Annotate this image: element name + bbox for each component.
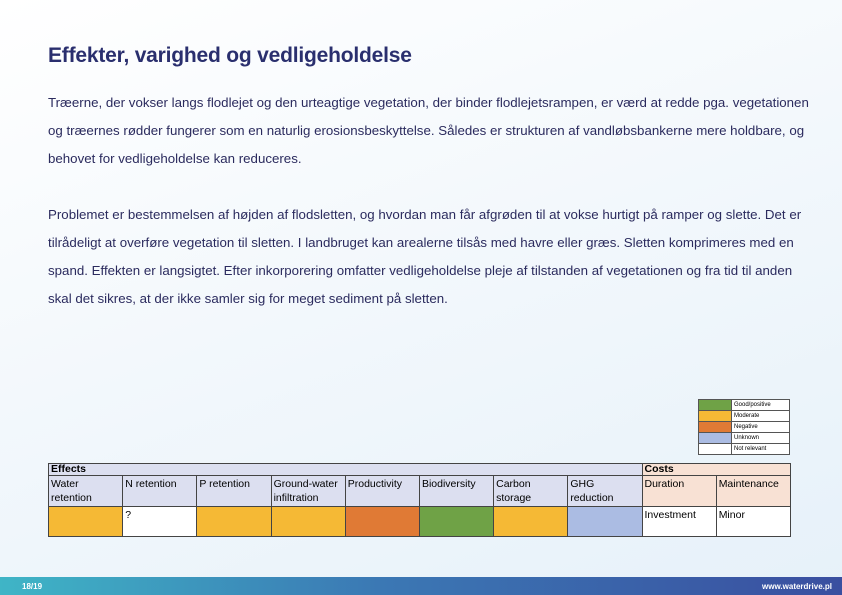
costs-section-label: Costs [642,464,791,476]
paragraph-1: Træerne, der vokser langs flodlejet og den urteagtige vegetation, der binder flodlejetsrampen, er værd at redde pga. vegetationen og træernes rødder fungerer som en naturlig erosionsbeskyttelse. Således er strukturen af vandløbsbankerne mere holdbare, og behovet for vedligeholdelse kan reduceres. [48,95,809,166]
legend-swatch-negative [699,422,732,433]
value-n-retention: ? [123,507,197,537]
value-water-retention [49,507,123,537]
section-header-row [49,464,791,476]
legend-row-moderate [699,411,790,422]
value-carbon-storage [494,507,568,537]
value-p-retention [197,507,271,537]
legend-row-not-relevant [699,444,790,455]
legend [698,399,790,455]
website-link[interactable]: www.waterdrive.pl [762,582,832,591]
header-ghg-reduction: GHG reduction [568,476,642,507]
value-ghg-reduction [568,507,642,537]
value-productivity [345,507,419,537]
legend-row-negative [699,422,790,433]
legend-swatch-good [699,400,732,411]
legend-label-negative: Negative [732,422,790,433]
header-groundwater-infiltration: Ground-water infiltration [271,476,345,507]
header-p-retention: P retention [197,476,271,507]
legend-label-not-relevant: Not relevant [732,444,790,455]
effects-section-label: Effects [49,464,643,476]
header-productivity: Productivity [345,476,419,507]
footer-bar [0,577,842,595]
header-biodiversity: Biodiversity [419,476,493,507]
value-biodiversity [419,507,493,537]
header-water-retention: Water retention [49,476,123,507]
value-maintenance: Minor [716,507,790,537]
legend-swatch-unknown [699,433,732,444]
header-n-retention: N retention [123,476,197,507]
value-duration: Investment [642,507,716,537]
legend-label-unknown: Unknown [732,433,790,444]
legend-swatch-not-relevant [699,444,732,455]
page-number: 18/19 [22,582,43,591]
legend-row-unknown [699,433,790,444]
column-header-row [49,476,791,507]
page-title: Effekter, varighed og vedligeholdelse [48,44,412,67]
header-duration: Duration [642,476,716,507]
header-carbon-storage: Carbon storage [494,476,568,507]
legend-label-good: Good/positive [732,400,790,411]
legend-swatch-moderate [699,411,732,422]
paragraph-2: Problemet er bestemmelsen af højden af flodsletten, og hvordan man får afgrøden til at vokse hurtigt på ramper og slette. Det er tilrådeligt at overføre vegetation til sletten. I landbruget kan arealerne tilsås med havre eller græs. Sletten komprimeres med en spand. Effekten er langsigtet. Efter inkorporering omfatter vedligeholdelse pleje af tilstanden af vegetationen og fra tid til anden skal det sikres, at der ikke samler sig for meget sediment på sletten. [48,207,802,306]
value-groundwater-infiltration [271,507,345,537]
legend-label-moderate: Moderate [732,411,790,422]
legend-row-good [699,400,790,411]
effects-costs-table [48,463,791,537]
header-maintenance: Maintenance [716,476,790,507]
value-row [49,507,791,537]
